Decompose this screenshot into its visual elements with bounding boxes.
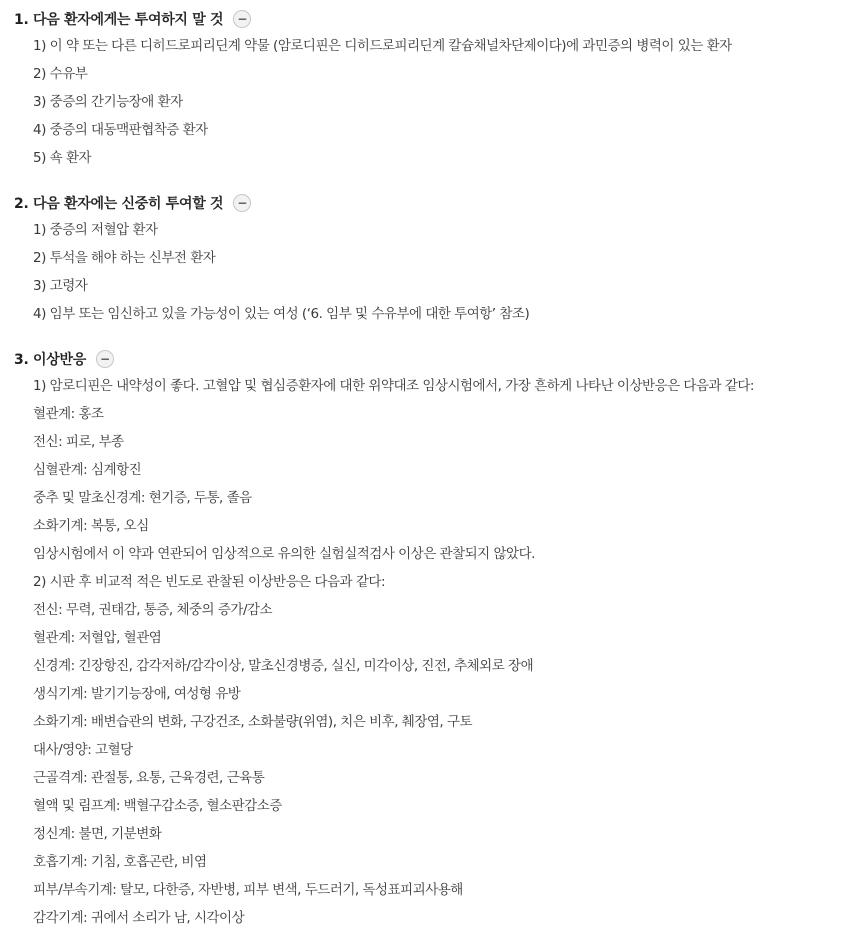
list-item: 1) 암로디핀은 내약성이 좋다. 고혈압 및 협심증환자에 대한 위약대조 임상시험에서, 가장 흔하게 나타난 이상반응은 다음과 같다: <box>33 378 754 394</box>
section-item-list <box>14 372 847 932</box>
section-2 <box>14 190 847 328</box>
list-item: 2) 투석을 해야 하는 신부전 환자 <box>33 250 216 266</box>
section-heading <box>14 6 847 32</box>
list-item: 3) 중증의 간기능장애 환자 <box>33 94 183 110</box>
list-item: 생식기계: 발기기능장애, 여성형 유방 <box>33 686 241 702</box>
list-item: 5) 쇽 환자 <box>33 150 92 166</box>
list-item: 정신계: 불면, 기분변화 <box>33 826 162 842</box>
section-title: 1. 다음 환자에게는 투여하지 말 것 <box>14 12 224 28</box>
list-item: 1) 중증의 저혈압 환자 <box>33 222 158 238</box>
list-item: 피부/부속기계: 탈모, 다한증, 자반병, 피부 변색, 두드러기, 독성표피괴사용해 <box>33 882 463 898</box>
section-title: 2. 다음 환자에는 신중히 투여할 것 <box>14 196 224 212</box>
list-item: 대사/영양: 고혈당 <box>33 742 133 758</box>
list-item: 근골격계: 관절통, 요통, 근육경련, 근육통 <box>33 770 265 786</box>
section-1 <box>14 6 847 172</box>
list-item: 3) 고령자 <box>33 278 88 294</box>
list-item: 감각기계: 귀에서 소리가 남, 시각이상 <box>33 910 245 926</box>
list-item: 소화기계: 배변습관의 변화, 구강건조, 소화불량(위염), 치은 비후, 췌장염, 구토 <box>33 714 473 730</box>
list-item: 2) 시판 후 비교적 적은 빈도로 관찰된 이상반응은 다음과 같다: <box>33 574 386 590</box>
list-item: 4) 중증의 대동맥판협착증 환자 <box>33 122 208 138</box>
list-item: 1) 이 약 또는 다른 디히드로피리딘계 약물 (암로디핀은 디히드로피리딘계 칼슘채널차단제이다)에 과민증의 병력이 있는 환자 <box>33 38 732 54</box>
list-item: 혈액 및 림프계: 백혈구감소증, 혈소판감소증 <box>33 798 282 814</box>
section-item-list <box>14 216 847 328</box>
list-item: 중추 및 말초신경계: 현기증, 두통, 졸음 <box>33 490 252 506</box>
list-item: 신경계: 긴장항진, 감각저하/감각이상, 말초신경병증, 실신, 미각이상, 진전, 추체외로 장애 <box>33 658 534 674</box>
list-item: 심혈관계: 심계항진 <box>33 462 142 478</box>
collapse-toggle-button[interactable]: − <box>233 10 251 28</box>
list-item: 2) 수유부 <box>33 66 88 82</box>
list-item: 전신: 피로, 부종 <box>33 434 124 450</box>
collapse-toggle-button[interactable]: − <box>233 194 251 212</box>
section-title: 3. 이상반응 <box>14 352 86 368</box>
list-item: 혈관계: 저혈압, 혈관염 <box>33 630 162 646</box>
list-item: 임상시험에서 이 약과 연관되어 임상적으로 유의한 실험실적검사 이상은 관찰되지 않았다. <box>33 546 535 562</box>
section-3 <box>14 346 847 932</box>
collapse-toggle-button[interactable]: − <box>96 350 114 368</box>
list-item: 소화기계: 복통, 오심 <box>33 518 149 534</box>
list-item: 호흡기계: 기침, 호흡곤란, 비염 <box>33 854 207 870</box>
section-heading <box>14 346 847 372</box>
list-item: 전신: 무력, 권태감, 통증, 체중의 증가/감소 <box>33 602 273 618</box>
section-item-list <box>14 32 847 172</box>
list-item: 4) 임부 또는 임신하고 있을 가능성이 있는 여성 (‘6. 임부 및 수유부에 대한 투여항’ 참조) <box>33 306 530 322</box>
list-item: 혈관계: 홍조 <box>33 406 104 422</box>
section-heading <box>14 190 847 216</box>
